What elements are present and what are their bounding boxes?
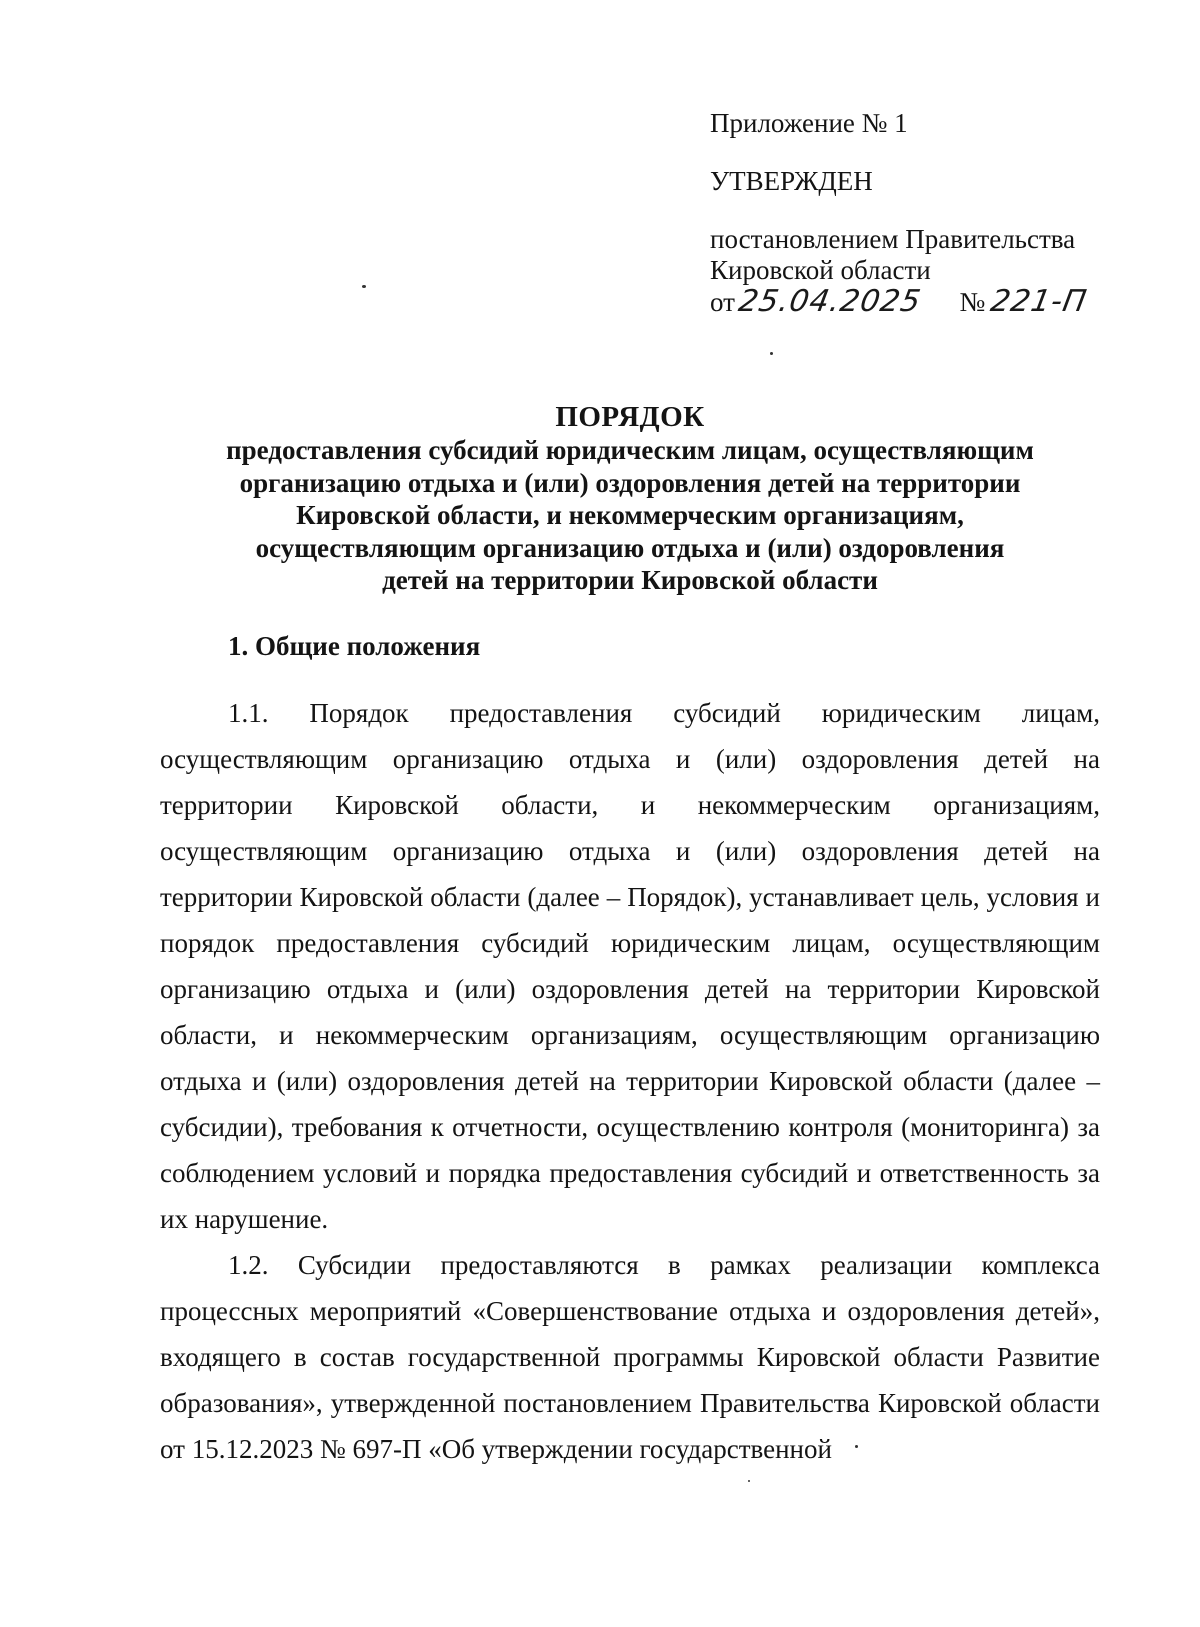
approved-by-line-1: постановлением Правительства <box>710 224 1076 254</box>
title-sub-line: организацию отдыха и (или) оздоровления детей на территории <box>239 467 1021 498</box>
paragraph-1-1: 1.1. Порядок предоставления субсидий юридическим лицам, осуществляющим организацию отдыха и (или) оздоровления детей на территории Кировской области, и некоммерческим организациям, осуществляющим организацию отдыха и (или) оздоровления детей на территории Кировской области (далее – Порядок), устанавливает цель, условия и порядок предоставления субсидий юридическим лицам, осуществляющим организацию отдыха и (или) оздоровления детей на территории Кировской области, и некоммерческим организациям, осуществляющим организацию отдыха и (или) оздоровления детей на территории Кировской области (далее – субсидии), требования к отчетности, осуществлению контроля (мониторинга) за соблюдением условий и порядка предоставления субсидий и ответственность за их нарушение. <box>160 698 1100 1234</box>
handwritten-number: 221-П <box>988 284 1090 319</box>
number-label: № <box>959 287 986 317</box>
title-sub-line: детей на территории Кировской области <box>382 565 878 595</box>
title-sub-line: Кировской области, и некоммерческим организациям, <box>296 500 964 530</box>
document-title <box>150 400 1110 597</box>
scan-speck <box>362 285 366 288</box>
section-body <box>160 690 1100 1472</box>
annex-number: Приложение № 1 <box>710 108 908 138</box>
title-sub-line: осуществляющим организацию отдыха и (или) оздоровления <box>255 532 1005 563</box>
approval-block <box>710 108 1130 324</box>
paragraph-1-2: 1.2. Субсидии предоставляются в рамках реализации комплекса процессных мероприятий «Совершенствование отдыха и оздоровления детей», входящего в состав государственной программы Кировской области Развитие образования», утвержденной постановлением Правительства Кировской области от 15.12.2023 № 697-П «Об утверждении государственной <box>160 1250 1100 1464</box>
scan-speck <box>770 352 773 355</box>
from-label: от <box>710 287 735 317</box>
approved-by-line-2: Кировской области <box>710 255 931 285</box>
title-main: ПОРЯДОК <box>555 401 705 433</box>
title-subtitle <box>150 434 1110 597</box>
handwritten-date: 25.04.2025 <box>735 284 924 319</box>
approved-label: УТВЕРЖДЕН <box>710 166 873 196</box>
scan-speck <box>748 1480 750 1482</box>
title-sub-line: предоставления субсидий юридическим лицам, осуществляющим <box>226 435 1034 465</box>
decree-date-number <box>710 286 1130 324</box>
section-heading: 1. Общие положения <box>228 631 481 661</box>
